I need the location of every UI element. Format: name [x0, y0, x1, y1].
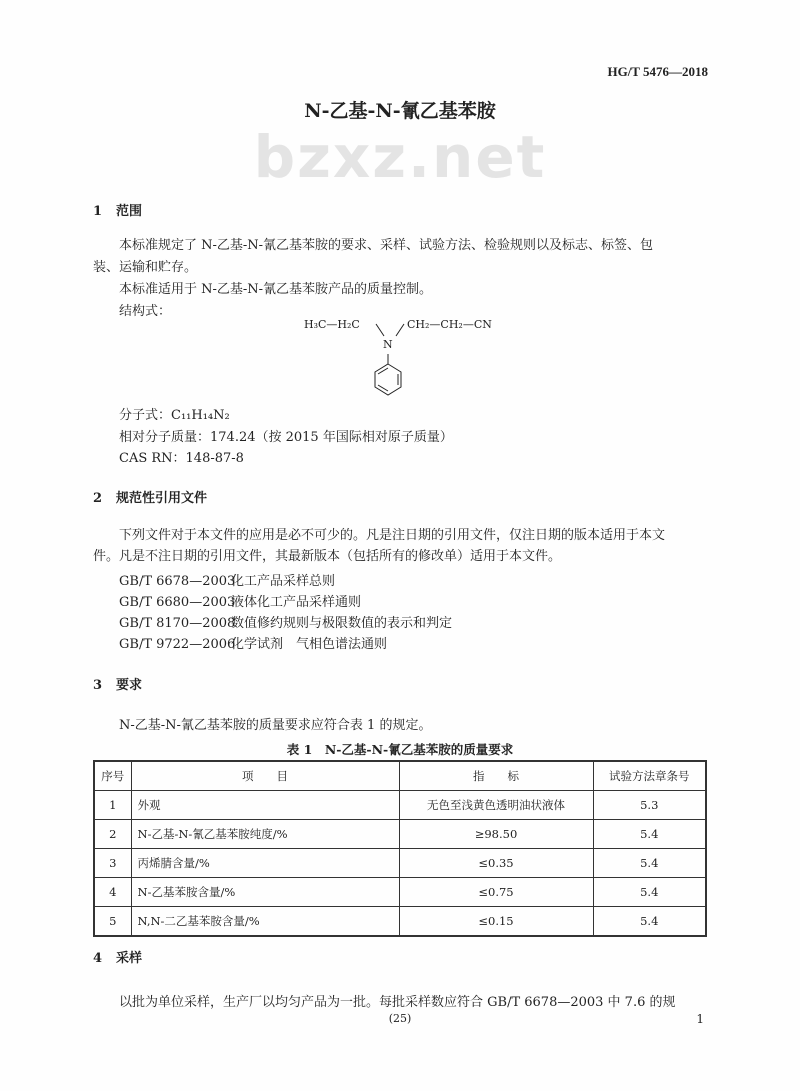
- ref-code: GB/T 9722—2006: [119, 637, 236, 652]
- paragraph: 本标准规定了 N-乙基-N-氰乙基苯胺的要求、采样、试验方法、检验规则以及标志、标签、包: [119, 238, 654, 253]
- section-title: 要求: [116, 678, 143, 693]
- table-cell: N-乙基苯胺含量/%: [131, 878, 399, 907]
- table-cell: 5.4: [593, 878, 706, 907]
- table-cell: N-乙基-N-氰乙基苯胺纯度/%: [131, 820, 399, 849]
- page-number: 1: [696, 1012, 704, 1026]
- section-title: 范围: [116, 204, 143, 219]
- page-title: N-乙基-N-氰乙基苯胺: [304, 100, 496, 122]
- section-number: 1: [93, 204, 103, 219]
- table-header-row: [94, 761, 706, 791]
- table-cell: 5.4: [593, 907, 706, 937]
- table-row: [94, 791, 706, 820]
- section-heading-2: [93, 487, 207, 506]
- paragraph: N-乙基-N-氰乙基苯胺的质量要求应符合表 1 的规定。: [119, 718, 432, 733]
- table-cell: 无色至浅黄色透明油状液体: [399, 791, 593, 820]
- column-header: 序号: [94, 761, 131, 791]
- table-cell: 5.4: [593, 820, 706, 849]
- standard-number: HG/T 5476—2018: [607, 64, 708, 79]
- paragraph: 下列文件对于本文件的应用是必不可少的。凡是注日期的引用文件，仅注日期的版本适用于本文: [119, 528, 666, 543]
- watermark: bzxz.net: [253, 123, 547, 191]
- section-heading-4: [93, 947, 142, 966]
- reference: [119, 633, 387, 652]
- table-cell: 外观: [131, 791, 399, 820]
- structure-left: H₃C—H₂C: [304, 318, 360, 331]
- ref-name: 液体化工产品采样通则: [231, 595, 362, 610]
- structure-nitrogen: N: [383, 338, 393, 351]
- table-cell: 4: [94, 878, 131, 907]
- paragraph: 以批为单位采样，生产厂以均匀产品为一批。每批采样数应符合 GB/T 6678—2003 中 7.6 的规: [119, 995, 676, 1010]
- paragraph: 件。凡是不注日期的引用文件，其最新版本（包括所有的修改单）适用于本文件。: [93, 549, 562, 564]
- paragraph: 结构式：: [119, 304, 172, 319]
- value: C₁₁H₁₄N₂: [171, 408, 230, 423]
- structural-formula: [300, 316, 520, 402]
- table-row: [94, 907, 706, 937]
- table-row: [94, 820, 706, 849]
- table-cell: 5: [94, 907, 131, 937]
- table-cell: 1: [94, 791, 131, 820]
- molecular-mass: 相对分子质量：174.24（按 2015 年国际相对原子质量）: [119, 430, 453, 445]
- section-heading-1: [93, 200, 142, 219]
- table-row: [94, 878, 706, 907]
- table-cell: N,N-二乙基苯胺含量/%: [131, 907, 399, 937]
- section-title: 规范性引用文件: [116, 491, 208, 506]
- ref-code: GB/T 8170—2008: [119, 616, 236, 631]
- table-cell: ≤0.75: [399, 878, 593, 907]
- ref-code: GB/T 6680—2003: [119, 595, 236, 610]
- table-cell: 3: [94, 849, 131, 878]
- quality-requirements-table: [93, 760, 707, 937]
- paragraph: 装、运输和贮存。: [93, 260, 198, 275]
- benzene-ring-drawing: [300, 316, 520, 402]
- column-header: 项 目: [131, 761, 399, 791]
- ref-name: 化学试剂 气相色谱法通则: [231, 637, 388, 652]
- table-cell: ≥98.50: [399, 820, 593, 849]
- cas-number: CAS RN：148-87-8: [119, 451, 244, 466]
- reference: [119, 612, 452, 631]
- molecular-formula: [119, 404, 230, 423]
- label: 分子式：: [119, 408, 172, 423]
- ref-name: 化工产品采样总则: [231, 574, 336, 589]
- page-reference: (25): [388, 1012, 412, 1025]
- table-cell: 5.3: [593, 791, 706, 820]
- table-row: [94, 849, 706, 878]
- table-cell: 2: [94, 820, 131, 849]
- column-header: 试验方法章条号: [593, 761, 706, 791]
- structure-right: CH₂—CH₂—CN: [407, 318, 492, 331]
- table-cell: ≤0.35: [399, 849, 593, 878]
- column-header: 指 标: [399, 761, 593, 791]
- section-number: 4: [93, 951, 103, 966]
- ref-name: 数值修约规则与极限数值的表示和判定: [231, 616, 453, 631]
- reference: [119, 591, 361, 610]
- table-cell: 丙烯腈含量/%: [131, 849, 399, 878]
- section-title: 采样: [116, 951, 143, 966]
- section-heading-3: [93, 674, 142, 693]
- section-number: 3: [93, 678, 103, 693]
- ref-code: GB/T 6678—2003: [119, 574, 236, 589]
- paragraph: 本标准适用于 N-乙基-N-氰乙基苯胺产品的质量控制。: [119, 282, 433, 297]
- table-cell: 5.4: [593, 849, 706, 878]
- section-number: 2: [93, 491, 103, 506]
- table-cell: ≤0.15: [399, 907, 593, 937]
- reference: [119, 570, 335, 589]
- table-caption: 表 1 N-乙基-N-氰乙基苯胺的质量要求: [286, 742, 514, 757]
